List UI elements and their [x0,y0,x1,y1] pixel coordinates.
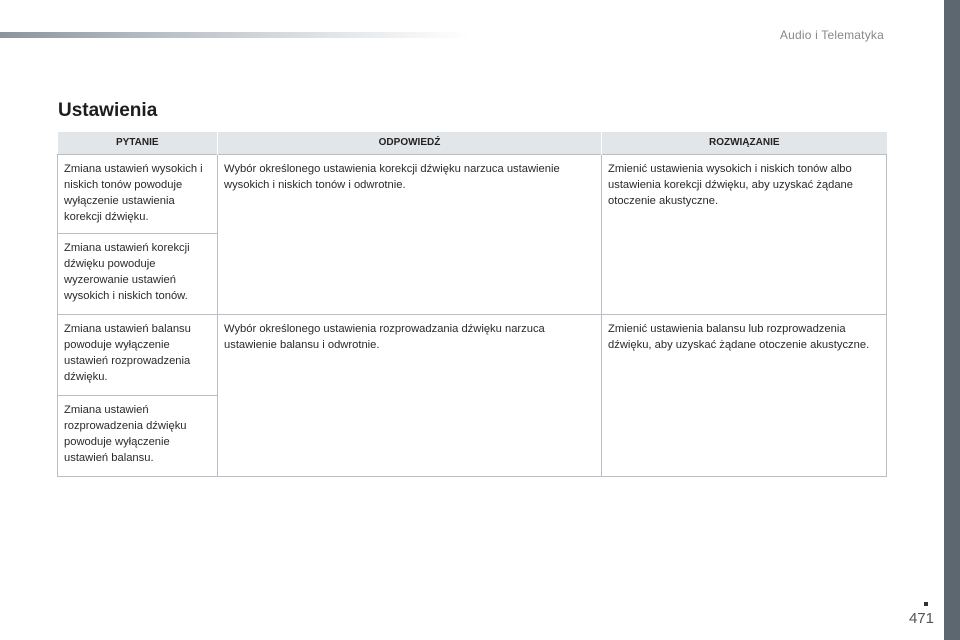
question-cell: Zmiana ustawień balansu powoduje wyłączenie ustawień rozprowadzenia dźwięku. [58,315,218,396]
table-header-row [58,132,887,155]
answer-cell: Wybór określonego ustawienia rozprowadzania dźwięku narzuca ustawienie balansu i odwrotnie. [218,315,602,477]
solution-cell: Zmienić ustawienia wysokich i niskich tonów albo ustawienia korekcji dźwięku, aby uzyskać żądane otoczenie akustyczne. [602,155,887,315]
question-cell: Zmiana ustawień korekcji dźwięku powoduje wyzerowanie ustawień wysokich i niskich tonów. [58,234,218,315]
page-marker-dot [924,602,928,606]
column-header-answer: ODPOWIEDŹ [218,132,602,155]
side-edge-strip [944,0,960,640]
table-row [58,155,887,234]
table-row [58,315,887,396]
header-decorative-bar [0,32,470,38]
column-header-solution: ROZWIĄZANIE [602,132,887,155]
answer-cell: Wybór określonego ustawienia korekcji dźwięku narzuca ustawienie wysokich i niskich tonów i odwrotnie. [218,155,602,315]
column-header-question: PYTANIE [58,132,218,155]
page-number: 471 [908,610,934,627]
faq-table [57,132,887,477]
question-cell: Zmiana ustawień wysokich i niskich tonów powoduje wyłączenie ustawienia korekcji dźwięku. [58,155,218,234]
question-cell: Zmiana ustawień rozprowadzenia dźwięku powoduje wyłączenie ustawień balansu. [58,396,218,477]
solution-cell: Zmienić ustawienia balansu lub rozprowadzenia dźwięku, aby uzyskać żądane otoczenie akustyczne. [602,315,887,477]
page-title: Ustawienia [58,100,158,121]
section-header: Audio i Telematyka [779,28,884,42]
